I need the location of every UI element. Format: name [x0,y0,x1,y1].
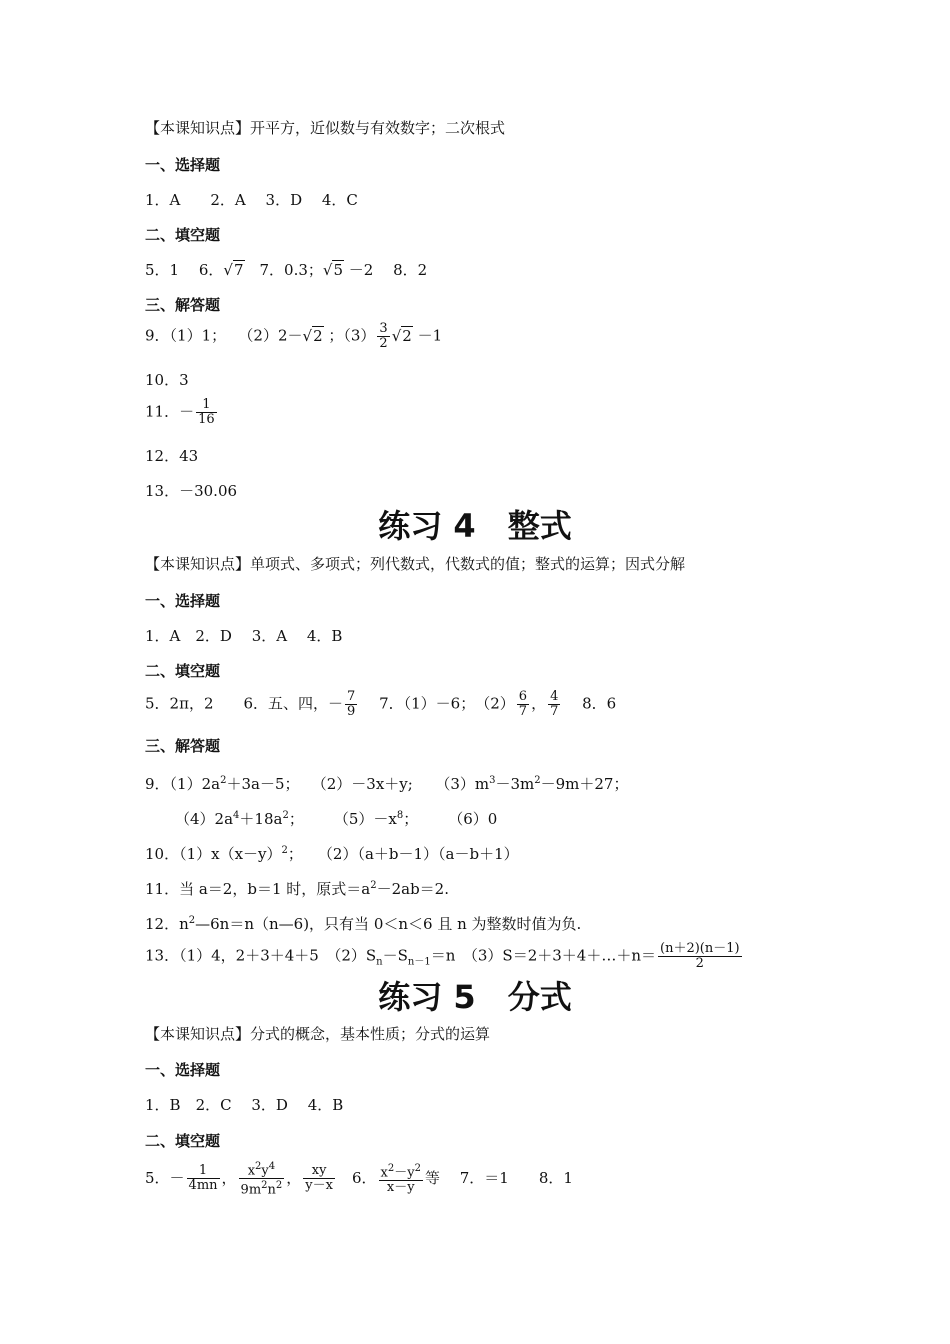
text: y [261,1163,269,1179]
section-choice-4: 一、选择题 [145,592,221,610]
exponent: 2 [275,1180,283,1192]
text: －9m＋27； [540,775,629,793]
text: ， [531,694,547,713]
radicand: 5 [333,261,344,279]
exponent: 2 [220,775,227,786]
text: 9m [240,1182,262,1198]
section-solve-3: 三、解答题 [145,296,221,314]
text: ； （5）－x [288,810,397,828]
sqrt-2: √2 [391,326,412,345]
denominator: y－x [305,1178,333,1194]
text: 7．（1）－6； （2） [359,694,515,713]
denominator [239,1179,285,1197]
answer-11-3 [145,398,219,427]
knowledge-points-4: 【本课知识点】单项式、多项式；列代数式，代数式的值；整式的运算；因式分解 [145,555,686,573]
numerator: 7 [347,689,356,704]
text: （4）2a [175,810,234,828]
text: 7．0.3； [244,261,323,279]
exponent: 2 [370,880,377,891]
numerator: 3 [379,321,388,336]
text: ； （2）（a＋b－1）（a－b＋1） [287,845,519,863]
sqrt-7: √7 [223,261,244,279]
answer-13-3: 13．－30.06 [145,482,238,500]
text: －3m [495,775,535,793]
answer-10-4 [145,841,519,864]
fraction [196,398,217,427]
text: －2ab＝2. [376,880,449,898]
text: 等 7．＝1 8．1 [424,1168,573,1187]
text: ＝n （3）S＝2＋3＋4＋…＋n＝ [430,946,656,965]
text: 12．n [145,915,189,933]
kp-text: 【本课知识点】开平方，近似数与有效数字；二次根式 [145,119,506,137]
denominator: 7 [518,704,528,719]
exponent: 8 [396,810,404,821]
subscript: n [376,956,383,968]
text: 11．－ [145,402,195,421]
section-fill-5: 二、填空题 [145,1132,221,1150]
text: ＋3a－5； （2）－3x＋y; （3）m [226,775,490,793]
sqrt-2: √2 [302,326,323,345]
text: －1 [412,326,443,345]
denominator: 16 [198,412,215,427]
fraction [345,690,357,719]
answer-12-4 [145,911,581,934]
radicand: 2 [313,326,323,345]
answers-choice-3: 1．A 2．A 3．D 4．C [145,191,358,209]
subscript: n－1 [407,956,431,968]
text: ， [286,1168,302,1187]
text: 9．（1）1； （2）2－ [145,326,303,345]
exponent: 4 [268,1161,276,1172]
answer-12-3: 12．43 [145,447,199,465]
exponent: 2 [534,775,541,786]
text: 13．（1）4，2＋3＋4＋5 （2）S [145,946,377,965]
denominator: 7 [550,704,559,719]
numerator: 1 [196,398,217,413]
numerator [379,1162,423,1181]
answers-fill-3 [145,260,427,280]
text: x [380,1165,388,1181]
answer-9-4 [145,771,628,794]
exponent: 2 [281,845,288,856]
fraction [658,942,742,971]
text: －2 8．2 [344,261,428,279]
exponent: 2 [255,1161,262,1172]
answers-choice-4: 1．A 2．D 3．A 4．B [145,627,343,645]
radicand: 2 [402,326,412,345]
fraction [239,1160,285,1198]
text: －y [394,1165,415,1181]
exponent: 2 [188,915,196,926]
fraction [517,690,529,719]
answer-9-3 [145,322,442,351]
section-solve-4: 三、解答题 [145,737,221,755]
fraction [377,322,389,351]
knowledge-points-5: 【本课知识点】分式的概念，基本性质；分式的运算 [145,1025,491,1043]
answer-11-4 [145,876,449,899]
numerator: 6 [518,689,528,704]
text: ；（3） [323,326,376,345]
answers-fill-4 [145,690,616,719]
exponent: 3 [489,775,496,786]
radicand: 7 [233,261,244,279]
denominator: 2 [379,336,388,351]
denominator: 2 [695,956,704,971]
exponent: 4 [233,810,240,821]
fraction [379,1162,423,1195]
text: n [267,1182,276,1198]
section-choice-3: 一、选择题 [145,156,221,174]
text: 5．1 6． [145,261,224,279]
numerator: (n＋2)(n－1) [660,941,740,956]
title-practice-5: 练习 5 分式 [378,978,572,1016]
text: 5．－ [145,1168,185,1187]
answers-fill-5 [145,1160,573,1198]
section-fill-4: 二、填空题 [145,662,221,680]
text: 9．（1）2a [145,775,221,793]
section-fill-3: 二、填空题 [145,226,221,244]
text: －S [382,946,408,965]
text: ， [221,1168,237,1187]
sqrt-5: √5 [322,261,344,279]
answers-choice-5: 1．B 2．C 3．D 4．B [145,1096,344,1114]
exponent: 2 [261,1180,268,1192]
text: 11．当 a＝2，b＝1 时，原式＝a [145,880,371,898]
numerator: xy [303,1164,335,1179]
numerator: 4 [550,689,559,704]
knowledge-points-3 [145,118,505,138]
text: ； （6）0 [403,810,498,828]
answer-10-3: 10．3 [145,371,189,389]
title-practice-4: 练习 4 整式 [378,507,572,545]
numerator: 1 [187,1164,220,1179]
answer-13-4 [145,942,744,973]
section-choice-5: 一、选择题 [145,1061,221,1079]
fraction [303,1164,335,1193]
text: 8．6 [562,694,617,713]
numerator [239,1160,285,1179]
fraction [548,690,560,719]
text: 5．2π，2 6．五、四，－ [145,694,344,713]
text: x [247,1163,256,1179]
text: 6． [336,1168,377,1187]
text: ＋18a [239,810,283,828]
denominator: 4mn [188,1178,218,1194]
exponent: 2 [387,1163,395,1175]
exponent: 2 [282,810,289,821]
denominator: x－y [386,1180,415,1196]
exponent: 2 [414,1163,421,1175]
fraction [187,1164,220,1193]
denominator: 9 [347,704,356,719]
text: —6n＝n（n—6)，只有当 0＜n＜6 且 n 为整数时值为负. [195,915,582,933]
text: 10．（1）x（x－y） [145,845,282,863]
answer-9-4-cont [175,806,497,829]
